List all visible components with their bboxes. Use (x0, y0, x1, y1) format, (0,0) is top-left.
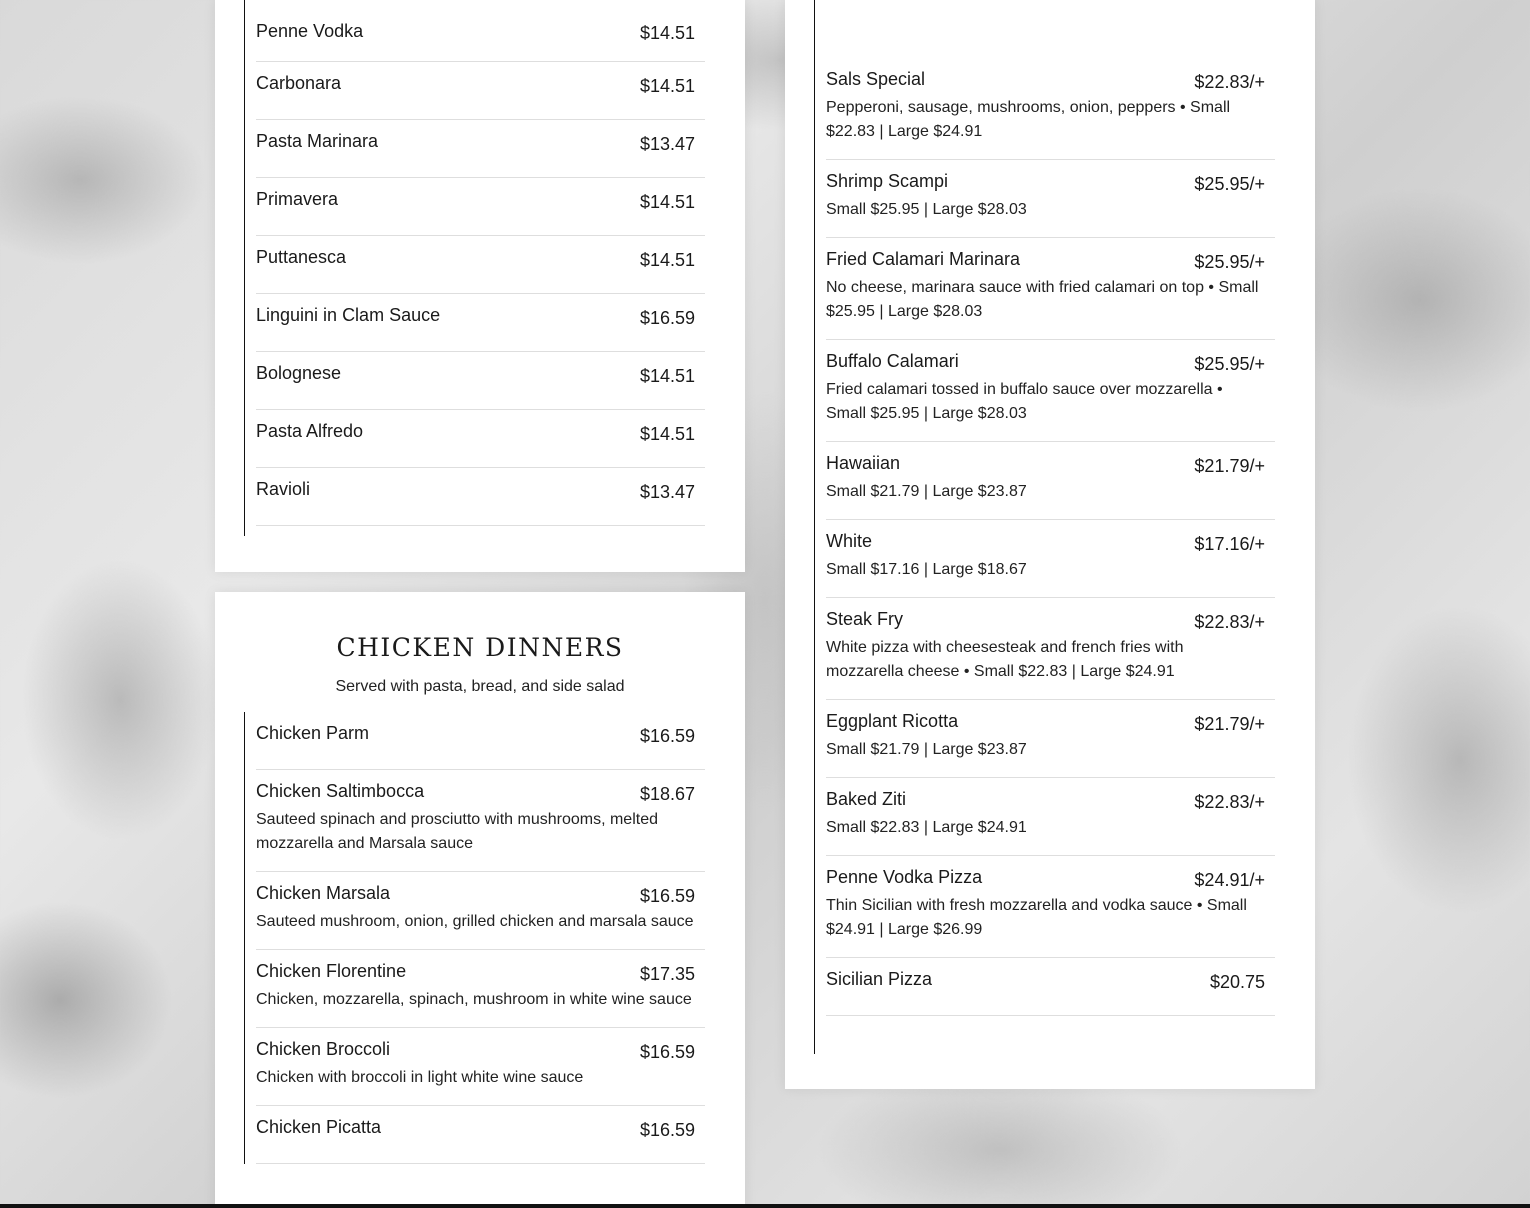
section-subtitle: Served with pasta, bread, and side salad (335, 678, 625, 695)
menu-item[interactable] (256, 872, 705, 950)
item-name: Eggplant Ricotta (826, 711, 959, 731)
item-description: White pizza with cheesesteak and french fries with mozzarella cheese • Small $22.83 | Large $24.91 (826, 639, 1184, 680)
chicken-item-list (244, 712, 705, 1164)
menu-item[interactable] (826, 700, 1275, 778)
menu-item[interactable] (256, 410, 705, 468)
menu-item[interactable] (256, 770, 705, 872)
item-name: Penne Vodka Pizza (826, 867, 983, 887)
item-description: Chicken with broccoli in light white wine sauce (256, 1069, 584, 1086)
item-name: Ravioli (256, 479, 311, 499)
menu-item[interactable] (256, 1028, 705, 1106)
pasta-item-list (244, 0, 705, 536)
item-description: Small $21.79 | Large $23.87 (826, 741, 1027, 758)
item-name: Pasta Marinara (256, 131, 379, 151)
item-name: Hawaiian (826, 453, 901, 473)
item-name: Linguini in Clam Sauce (256, 305, 441, 325)
item-name: Sicilian Pizza (826, 969, 933, 989)
item-price: $17.35 (639, 964, 695, 984)
item-price: $22.83/+ (1194, 72, 1265, 92)
item-name: Puttanesca (256, 247, 347, 267)
pasta-menu-card (215, 0, 745, 572)
item-price: $22.83/+ (1194, 792, 1265, 812)
menu-item[interactable] (256, 120, 705, 178)
item-name: White (826, 531, 873, 551)
menu-item[interactable] (256, 62, 705, 120)
item-description: Small $22.83 | Large $24.91 (826, 819, 1027, 836)
item-description: Sauteed mushroom, onion, grilled chicken and marsala sauce (256, 913, 694, 930)
section-header (215, 592, 745, 697)
item-price: $16.59 (639, 886, 695, 906)
menu-item[interactable] (826, 58, 1275, 160)
item-price: $18.67 (639, 784, 695, 804)
item-name: Steak Fry (826, 609, 904, 629)
item-price: $16.59 (639, 726, 695, 746)
item-price: $14.51 (639, 23, 695, 43)
menu-item[interactable] (826, 958, 1275, 1016)
item-price: $14.51 (639, 424, 695, 444)
item-name: Chicken Broccoli (256, 1039, 391, 1059)
chicken-dinners-card (215, 592, 745, 1208)
menu-item[interactable] (826, 520, 1275, 598)
item-price: $25.95/+ (1194, 174, 1265, 194)
item-name: Pasta Alfredo (256, 421, 364, 441)
item-name: Primavera (256, 189, 339, 209)
item-description: Chicken, mozzarella, spinach, mushroom in white wine sauce (256, 991, 692, 1008)
menu-item[interactable] (256, 236, 705, 294)
item-name: Chicken Parm (256, 723, 370, 743)
item-price: $20.75 (1209, 972, 1265, 992)
item-name: Carbonara (256, 73, 342, 93)
menu-item[interactable] (826, 340, 1275, 442)
menu-item[interactable] (826, 856, 1275, 958)
item-price: $24.91/+ (1194, 870, 1265, 890)
menu-item[interactable] (826, 778, 1275, 856)
item-description: Pepperoni, sausage, mushrooms, onion, peppers • Small $22.83 | Large $24.91 (826, 99, 1231, 140)
item-price: $14.51 (639, 250, 695, 270)
item-price: $22.83/+ (1194, 612, 1265, 632)
item-price: $16.59 (639, 308, 695, 328)
item-price: $16.59 (639, 1120, 695, 1140)
item-price: $25.95/+ (1194, 252, 1265, 272)
item-price: $25.95/+ (1194, 354, 1265, 374)
item-name: Chicken Marsala (256, 883, 391, 903)
item-price: $21.79/+ (1194, 714, 1265, 734)
menu-item[interactable] (256, 712, 705, 770)
item-price: $14.51 (639, 76, 695, 96)
menu-item[interactable] (256, 468, 705, 526)
item-price: $13.47 (639, 482, 695, 502)
item-price: $16.59 (639, 1042, 695, 1062)
item-price: $17.16/+ (1194, 534, 1265, 554)
menu-item[interactable] (256, 178, 705, 236)
item-name: Sals Special (826, 69, 926, 89)
item-name: Penne Vodka (256, 21, 364, 41)
menu-item[interactable] (826, 160, 1275, 238)
menu-item[interactable] (256, 352, 705, 410)
item-price: $14.51 (639, 366, 695, 386)
menu-item[interactable] (256, 1106, 705, 1164)
item-description: Sauteed spinach and prosciutto with mushrooms, melted mozzarella and Marsala sauce (256, 811, 658, 852)
item-description: Small $25.95 | Large $28.03 (826, 201, 1027, 218)
item-name: Shrimp Scampi (826, 171, 949, 191)
item-description: Small $17.16 | Large $18.67 (826, 561, 1027, 578)
menu-item[interactable] (826, 238, 1275, 340)
item-description: Fried calamari tossed in buffalo sauce over mozzarella • Small $25.95 | Large $28.03 (826, 381, 1223, 422)
menu-item[interactable] (826, 598, 1275, 700)
item-description: Thin Sicilian with fresh mozzarella and vodka sauce • Small $24.91 | Large $26.99 (826, 897, 1247, 938)
item-price: $13.47 (639, 134, 695, 154)
item-name: Baked Ziti (826, 789, 907, 809)
bottom-edge-bar (0, 1204, 1530, 1208)
item-name: Chicken Saltimbocca (256, 781, 425, 801)
pizza-menu-card (785, 0, 1315, 1089)
item-name: Chicken Picatta (256, 1117, 382, 1137)
item-price: $21.79/+ (1194, 456, 1265, 476)
item-name: Buffalo Calamari (826, 351, 959, 371)
item-description: Small $21.79 | Large $23.87 (826, 483, 1027, 500)
menu-item[interactable] (256, 0, 705, 62)
menu-item[interactable] (256, 294, 705, 352)
item-name: Fried Calamari Marinara (826, 249, 1021, 269)
menu-item[interactable] (826, 442, 1275, 520)
item-price: $14.51 (639, 192, 695, 212)
pizza-item-list (814, 0, 1275, 1054)
section-title: CHICKEN DINNERS (336, 633, 624, 662)
item-name: Bolognese (256, 363, 342, 383)
item-name: Chicken Florentine (256, 961, 407, 981)
menu-item[interactable] (256, 950, 705, 1028)
item-description: No cheese, marinara sauce with fried calamari on top • Small $25.95 | Large $28.03 (826, 279, 1259, 320)
